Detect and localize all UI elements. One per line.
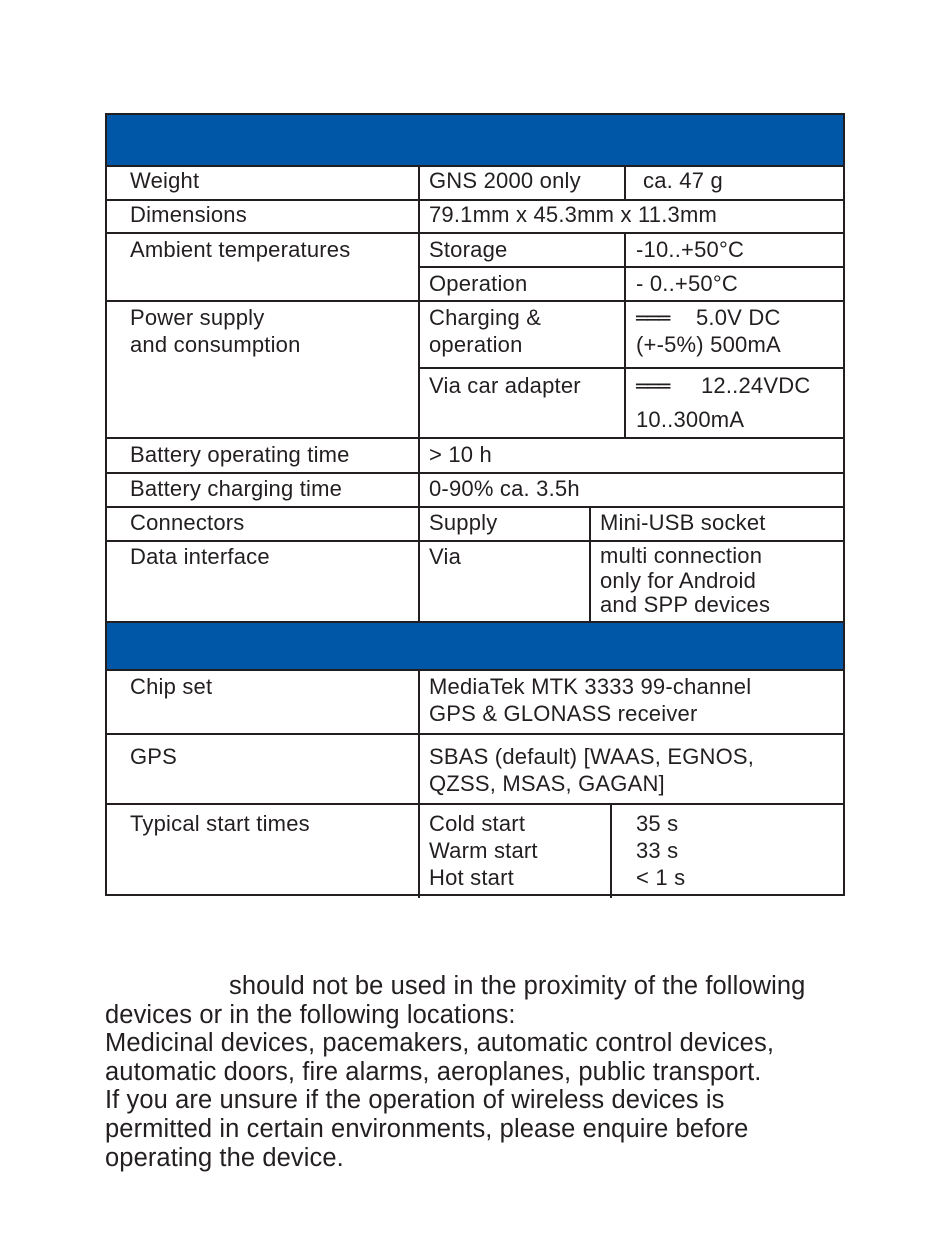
row-divider — [107, 621, 843, 623]
cold-start-label: Cold start — [429, 811, 526, 836]
row-divider — [107, 199, 843, 201]
dc-symbol-icon: ═══ — [636, 306, 670, 330]
column-divider — [418, 165, 420, 621]
row-divider — [107, 506, 843, 508]
connectors-supply: Supply — [429, 510, 498, 535]
row-divider — [107, 437, 843, 439]
cold-start-value: 35 s — [636, 811, 679, 836]
weight-scope: GNS 2000 only — [429, 168, 581, 193]
weight-label: Weight — [130, 168, 200, 193]
power-supply-label: Power supply — [130, 305, 265, 330]
note-line: If you are unsure if the operation of wireless devices is — [105, 1086, 725, 1115]
row-divider — [418, 367, 843, 369]
gps-value-line2: QZSS, MSAS, GAGAN] — [429, 771, 665, 796]
column-divider — [624, 232, 626, 437]
charging-label-line2: operation — [429, 332, 523, 357]
row-divider — [107, 540, 843, 542]
row-divider — [107, 733, 843, 735]
chipset-value-line2: GPS & GLONASS receiver — [429, 701, 698, 726]
operation-label: Operation — [429, 271, 528, 296]
row-divider — [418, 266, 843, 268]
header-band-general — [107, 115, 843, 165]
battery-operating-value: > 10 h — [429, 442, 492, 467]
column-divider — [418, 669, 420, 898]
connectors-value: Mini-USB socket — [600, 510, 766, 535]
data-interface-value-line3: and SPP devices — [600, 592, 771, 617]
gps-value: SBAS (default) [WAAS, EGNOS, — [429, 744, 755, 769]
charging-label: Charging & — [429, 305, 542, 330]
column-divider — [589, 506, 591, 621]
data-interface-value-line2: only for Android — [600, 568, 757, 593]
note-line: should not be used in the proximity of the following — [229, 972, 806, 1000]
car-adapter-label: Via car adapter — [429, 373, 581, 398]
row-divider — [107, 669, 843, 671]
storage-label: Storage — [429, 237, 508, 262]
warm-start-value: 33 s — [636, 838, 679, 863]
note-line: permitted in certain environments, please enquire before — [105, 1114, 749, 1143]
hot-start-value: < 1 s — [636, 865, 686, 890]
ambient-temperatures-label: Ambient temperatures — [130, 237, 351, 262]
hot-start-label: Hot start — [429, 865, 514, 890]
warm-start-label: Warm start — [429, 838, 538, 863]
power-supply-label-line2: and consumption — [130, 332, 301, 357]
battery-charging-value: 0-90% ca. 3.5h — [429, 476, 580, 501]
column-divider — [610, 803, 612, 898]
charging-voltage: 5.0V DC — [696, 305, 781, 330]
column-divider — [624, 165, 626, 199]
note-line: automatic doors, fire alarms, aeroplanes, public transport. — [105, 1057, 762, 1086]
connectors-label: Connectors — [130, 510, 245, 535]
weight-value: ca. 47 g — [643, 168, 723, 193]
dimensions-label: Dimensions — [130, 202, 247, 227]
chipset-value: MediaTek MTK 3333 99-channel — [429, 674, 752, 699]
operation-value: - 0..+50°C — [636, 271, 738, 296]
row-divider — [107, 803, 843, 805]
row-divider — [107, 472, 843, 474]
safety-note — [105, 972, 850, 1172]
start-times-label: Typical start times — [130, 811, 310, 836]
row-divider — [107, 165, 843, 167]
note-line: devices or in the following locations: — [105, 1000, 516, 1029]
gps-label: GPS — [130, 744, 178, 769]
chipset-label: Chip set — [130, 674, 213, 699]
data-interface-value: multi connection — [600, 543, 763, 568]
storage-value: -10..+50°C — [636, 237, 745, 262]
charging-current: (+-5%) 500mA — [636, 332, 781, 357]
header-band-gps — [107, 621, 843, 669]
row-divider — [107, 300, 843, 302]
row-divider — [107, 232, 843, 234]
note-line: Medicinal devices, pacemakers, automatic control devices, — [105, 1029, 774, 1058]
car-adapter-current: 10..300mA — [636, 407, 745, 432]
battery-operating-label: Battery operating time — [130, 442, 350, 467]
data-interface-label: Data interface — [130, 544, 270, 569]
dimensions-value: 79.1mm x 45.3mm x 11.3mm — [429, 202, 718, 227]
data-interface-via: Via — [429, 544, 461, 569]
dc-symbol-icon: ═══ — [636, 374, 670, 398]
battery-charging-label: Battery charging time — [130, 476, 343, 501]
spec-table — [105, 113, 845, 896]
note-line: operating the device. — [105, 1143, 344, 1172]
car-adapter-voltage: 12..24VDC — [701, 373, 811, 398]
